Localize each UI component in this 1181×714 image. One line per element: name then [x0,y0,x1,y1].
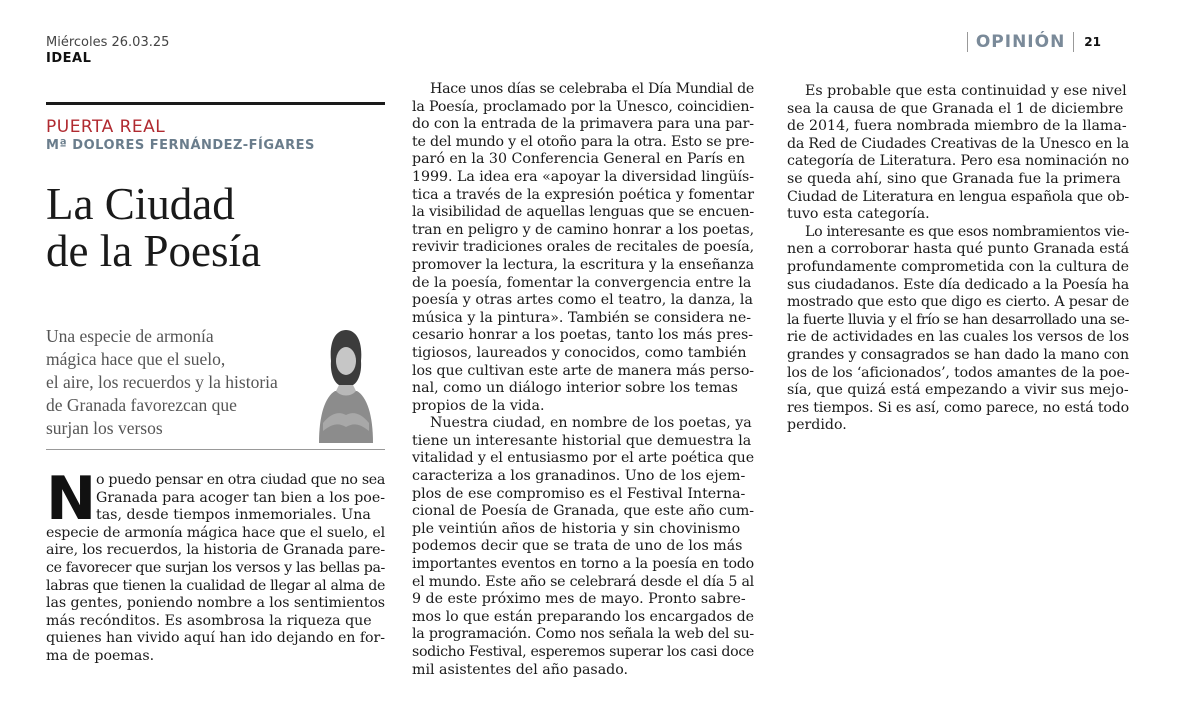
body-line: nen a corroborar hasta qué punto Granada está [787,241,1129,258]
body-line: nal, como un diálogo interior sobre los temas [412,380,738,397]
body-line: vitalidad y el entusiasmo por el arte poética que [412,450,754,467]
body-line: importantes eventos en torno a la poesía en todo [412,556,754,573]
column-right [787,83,1129,435]
page-number: 21 [1084,35,1101,49]
body-line: categoría de Literatura. Pero esa nominación no [787,153,1129,170]
newspaper-name: IDEAL [46,51,92,66]
body-line: más recónditos. Es asombrosa la riqueza que [46,612,372,629]
body-line: la Poesía, proclamado por la Unesco, coincidien- [412,98,754,115]
body-line: tiene un interesante historial que demuestra la [412,432,752,449]
body-line: la visibilidad de aquellas lenguas que se encuen- [412,204,754,221]
body-line: 1999. La idea era «apoyar la diversidad lingüís- [412,168,754,185]
author-photo [315,327,377,443]
body-line: Lo interesante es que esos nombramientos vie- [805,223,1129,240]
body-line: te del mundo y el otoño para la otra. Esto se pre- [412,133,754,150]
lede-line: surjan los versos [46,418,163,438]
column-left [46,102,385,666]
body-line: o puedo pensar en otra ciudad que no sea [96,472,385,488]
headline-line: de la Poesía [46,226,261,276]
body-line: los que cultivan este arte de manera más perso- [412,362,754,379]
body-line: labras que tienen la cualidad de llegar al alma de [46,577,385,594]
body-line: sodicho Festival, esperemos superar los casi doce [412,644,754,660]
body-line: se queda ahí, sino que Granada fue la primera [787,170,1121,187]
body-line: rie de actividades en las cuales los versos de los [787,329,1129,346]
body-line: paró en la 30 Conferencia General en París en [412,151,746,168]
body-line: da Red de Ciudades Creativas de la Unesco en la [787,135,1130,152]
body-line: el mundo. Este año se celebrará desde el día 5 al [412,573,754,590]
lede-block [46,325,385,445]
body-line: Nuestra ciudad, en nombre de los poetas, ya [430,415,752,432]
lede [46,325,336,440]
masthead-right [967,32,1101,52]
body-line: res tiempos. Si es así, como parece, no está todo [787,399,1129,416]
body-line: de la poesía, fomentar la convergencia entre la [412,274,752,291]
body-line: sía, que quizá está empezando a vivir sus mejo- [787,382,1129,399]
body-line: sea la causa de que Granada el 1 de diciembre [787,100,1124,117]
body-line: 9 de este próximo mes de mayo. Pronto sabre- [412,591,746,608]
body-line: de 2014, fuera nombrada miembro de la llama- [787,118,1127,135]
body-line: sus ciudadanos. Este día dedicado a la Poesía ha [787,276,1129,293]
headline [46,181,385,275]
body-line: música y la pintura». También se considera ne- [412,309,752,326]
body-line: plos de ese compromiso es el Festival Interna- [412,485,746,502]
body-line: los de los ‘aficionados’, todos amantes de la poe- [787,364,1130,381]
issue-date: Miércoles 26.03.25 [46,35,170,50]
author-byline: Mª DOLORES FERNÁNDEZ-FÍGARES [46,138,315,153]
lede-line: el aire, los recuerdos y la historia [46,372,278,392]
body-line: do con la entrada de la primavera para una par- [412,116,754,133]
body-line: las gentes, poniendo nombre a los sentimientos [46,595,385,612]
body-line: propios de la vida. [412,397,545,414]
body-line: revivir tradiciones orales de recitales de poesía, [412,239,754,256]
body-line: aire, los recuerdos, la historia de Granada pare- [46,542,385,559]
body-line: cesario honrar a los poetas, tanto los más pres- [412,327,754,344]
body-line: grandes y consagrados se han dado la mano con [787,346,1129,363]
body-intro [46,464,385,666]
drop-cap: N [46,464,97,534]
body-line: la programación. Como nos señala la web del su- [412,626,754,643]
body-line: cional de Poesía de Granada, que este año cum- [412,503,754,520]
body-line: Es probable que esta continuidad y ese nivel [805,83,1127,99]
body-line: la fuerte lluvia y el frío se han desarrollado una se- [787,311,1129,328]
body-line: especie de armonía mágica hace que el suelo, el [46,524,385,541]
body-line: caracteriza a los granadinos. Uno de los ejem- [412,468,746,485]
body-line: poesía y otras artes como el teatro, la danza, la [412,292,753,309]
body-line: promover la lectura, la escritura y la enseñanza [412,256,754,273]
body-line: tas, desde tiempos inmemoriales. Una [96,507,371,524]
body-line: tran en peligro y de camino honrar a los poetas, [412,221,754,238]
section-label: OPINIÓN [967,32,1074,52]
body-line: mostrado que esto que digo es cierto. A pesar de [787,294,1129,311]
body-line: Granada para acoger tan bien a los poe- [96,489,385,506]
lede-line: mágica hace que el suelo, [46,349,226,369]
top-rule [46,102,385,105]
masthead-left [46,35,169,66]
body-line: perdido. [787,417,847,434]
body-line: Ciudad de Literatura en lengua española que ob- [787,188,1129,205]
body-line: tica a través de la expresión poética y fomentar [412,186,754,203]
column-name: PUERTA REAL [46,117,166,137]
body-line: tigiosos, laureados y conocidos, como también [412,344,747,361]
body-line: ple veintiún años de historia y sin chovinismo [412,520,741,537]
body-line: podemos decir que se trata de uno de los más [412,538,743,555]
body-line: mos lo que están preparando los encargados de [412,608,754,625]
lede-line: Una especie de armonía [46,326,214,346]
headline-line: La Ciudad [46,179,235,229]
body-line: quienes han vivido aquí han ido dejando en for- [46,630,385,647]
body-line: profundamente comprometida con la cultura de [787,258,1129,275]
body-line: tuvo esta categoría. [787,206,930,223]
separator-rule [46,449,385,450]
body-line: Hace unos días se celebraba el Día Mundial de [430,81,754,97]
body-line: mil asistentes del año pasado. [412,661,629,678]
column-middle [412,81,754,679]
lede-line: de Granada favorezcan que [46,395,237,415]
body-line: ce favorecer que surjan los versos y las bellas pa- [46,559,385,576]
body-line: ma de poemas. [46,647,155,664]
